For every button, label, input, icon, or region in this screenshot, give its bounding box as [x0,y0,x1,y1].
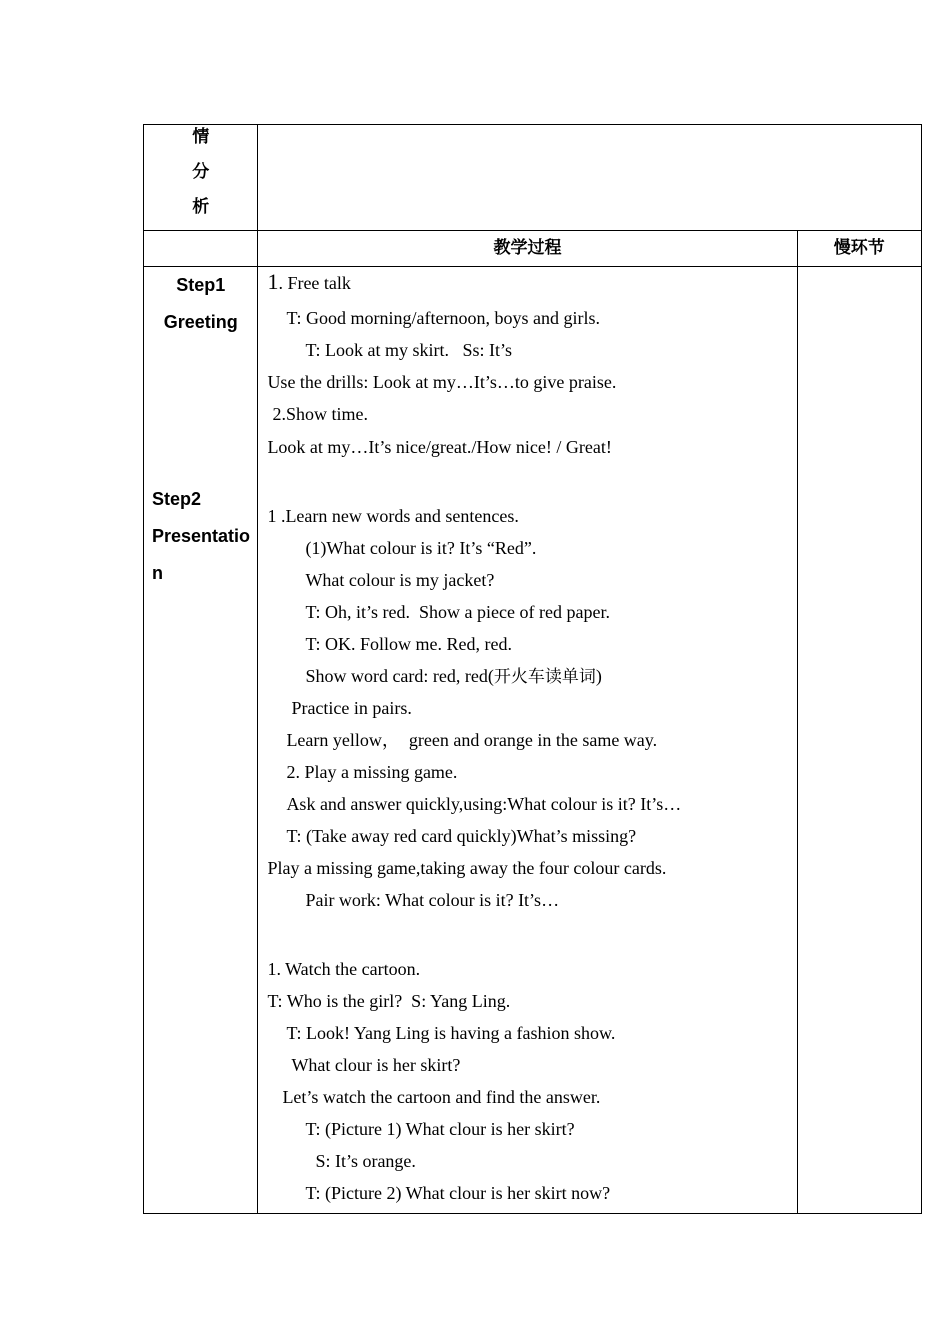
content-line [267,990,510,1012]
steps-cell [144,267,258,1214]
header-row [144,231,922,267]
content-line-text: T: Who is the girl? S: Yang Ling. [267,991,511,1011]
content-line [305,601,610,623]
content-line-text: Ask and answer quickly,using:What colour is it? It’s… [286,794,682,814]
step2-name-line2: n [152,563,163,583]
content-line [286,793,681,815]
content-line [305,339,512,361]
content-line [305,1118,574,1140]
content-line [286,825,636,847]
content-line-text: 1 .Learn new words and sentences. [267,506,519,526]
content-line-text: (1)What colour is it? It’s “Red”. [305,538,537,558]
content-line [305,665,601,688]
slow-section-header: 慢环节 [797,231,921,267]
content-line-text: Learn yellow， green and orange in the same way. [286,730,658,750]
content-line-text: Play a missing game,taking away the four colour cards. [267,858,667,878]
step1-title: Step1 [176,275,226,295]
content-line [267,505,518,527]
content-line-text: T: (Picture 2) What clour is her skirt now? [305,1183,611,1203]
content-line-text: T: OK. Follow me. Red, red. [305,634,513,654]
content-line-text: T: Look! Yang Ling is having a fashion show. [286,1023,616,1043]
content-line [286,1022,615,1044]
step2-title: Step2 [152,489,202,509]
content-line [282,1086,600,1108]
step1-name: Greeting [163,312,238,332]
header-empty-cell [144,231,258,267]
content-line [267,958,420,980]
content-line [305,537,536,559]
content-line-text: Look at my…It’s nice/great./How nice! / Great! [267,437,612,457]
content-line [305,569,494,591]
content-line [267,436,611,458]
content-line [305,633,512,655]
situation-content-cell [258,125,922,231]
content-line-text: 2. Play a missing game. [286,762,458,782]
content-line [305,1182,610,1204]
content-line-text: T: (Picture 1) What clour is her skirt? [305,1119,575,1139]
content-line [267,371,616,393]
content-line-text: T: Oh, it’s red. Show a piece of red paper. [305,602,610,622]
slow-section-cell [797,267,921,1214]
content-line [286,729,657,751]
content-line-chinese: 开火车读单词 [493,667,596,687]
content-line-text: Practice in pairs. [291,698,412,718]
content-line [267,857,666,879]
content-line [291,1054,460,1076]
content-line [267,271,350,294]
content-line-text: 1. Watch the cartoon. [267,959,421,979]
content-line [286,761,457,783]
content-line-text: T: (Take away red card quickly)What’s missing? [286,826,637,846]
content-line-text: S: It’s orange. [315,1151,416,1171]
content-line-text: Use the drills: Look at my…It’s…to give praise. [267,372,617,392]
content-line [272,403,368,425]
content-line-text: Let’s watch the cartoon and find the answer. [282,1087,601,1107]
step2-name-line1: Presentatio [152,526,251,546]
situation-analysis-row [144,125,922,231]
content-line [315,1150,416,1172]
situation-label [144,125,257,230]
content-line-number: 1 [267,269,279,294]
content-line [305,889,559,911]
content-line-text: What colour is my jacket? [305,570,495,590]
content-line-text: T: Good morning/afternoon, boys and girls. [286,308,600,328]
content-line [291,697,411,719]
content-line [286,307,600,329]
label-char-1: 情 [192,127,210,147]
content-row [144,267,922,1214]
content-line-text: . Free talk [278,273,351,293]
content-line-text: Pair work: What colour is it? It’s… [305,890,560,910]
content-line-text: What clour is her skirt? [291,1055,461,1075]
process-content-cell [258,267,797,1214]
content-line-text: T: Look at my skirt. Ss: It’s [305,340,513,360]
lesson-plan-table [143,124,922,1214]
content-line-text: 2.Show time. [272,404,368,424]
label-char-3: 析 [192,197,210,217]
teaching-process-header: 教学过程 [258,231,797,267]
label-char-2: 分 [192,162,210,182]
situation-label-cell [144,125,258,231]
content-line-end: ) [595,666,602,686]
content-line-text: Show word card: red, red( [305,666,494,686]
